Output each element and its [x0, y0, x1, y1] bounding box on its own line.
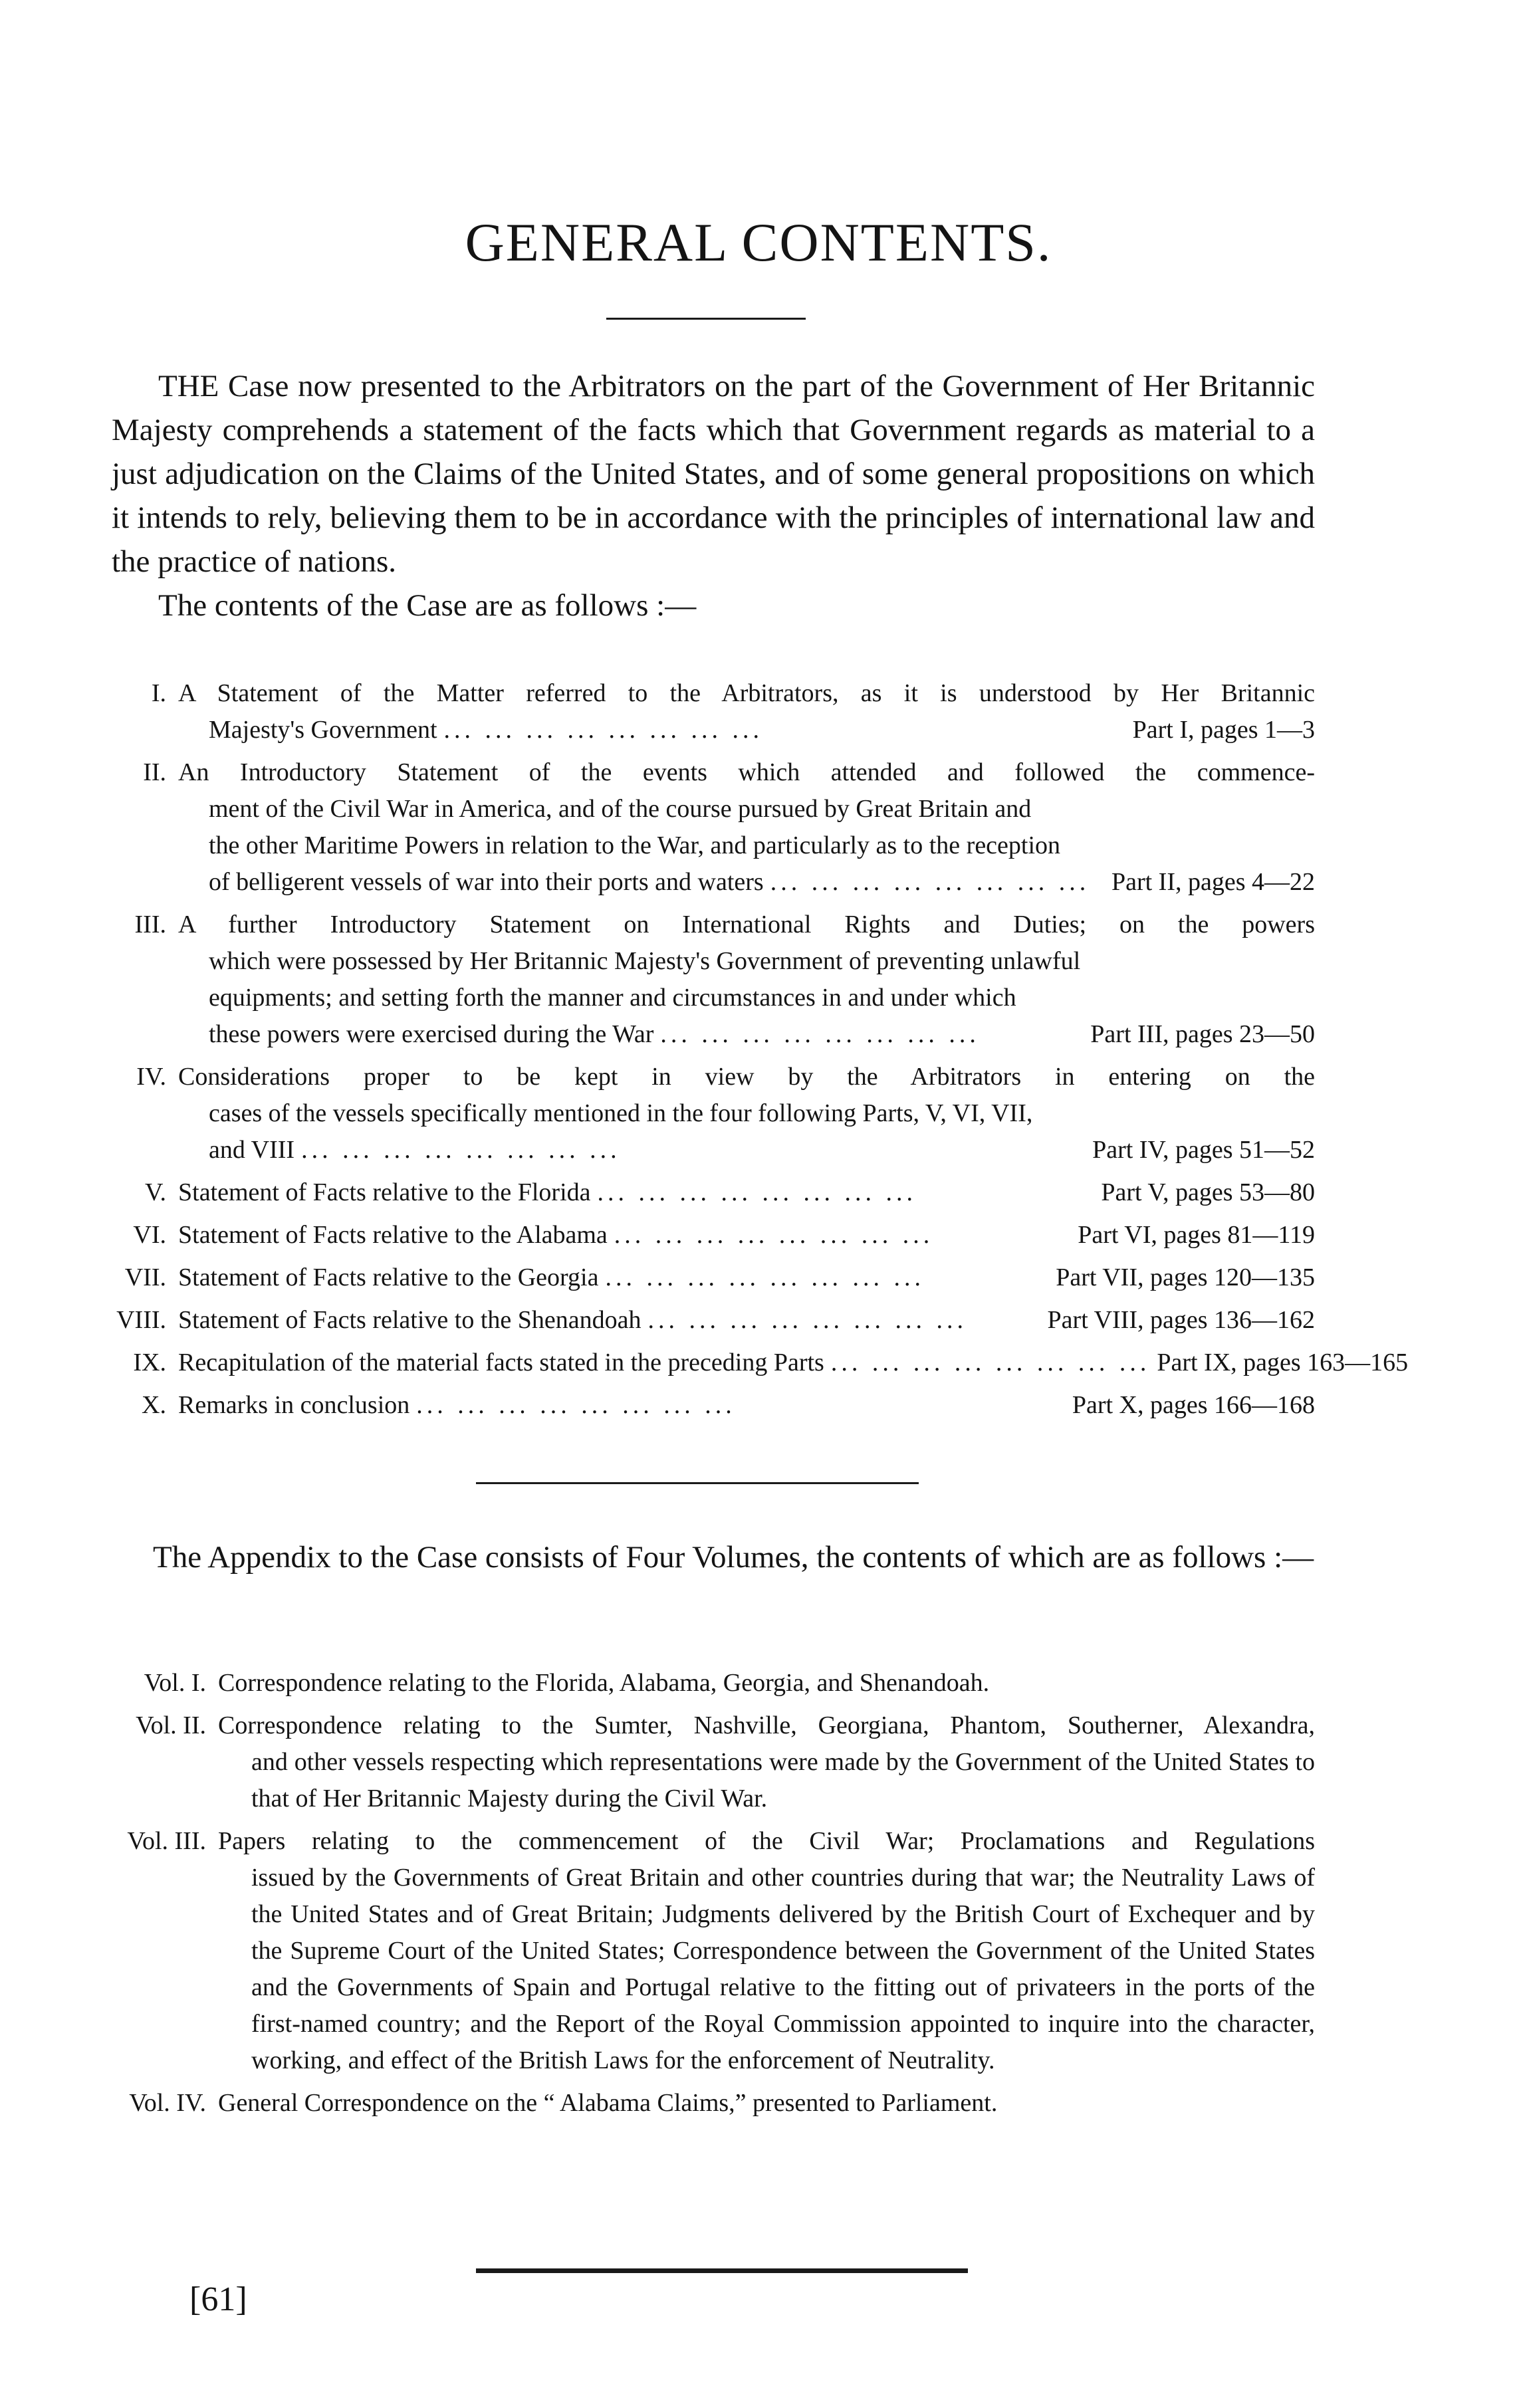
- entry-number: IX.: [133, 1349, 166, 1376]
- entry-text: A Statement of the Matter referred to the Arbitrators, as it is understood by Her Britannic: [178, 679, 1315, 707]
- entry-number: II.: [143, 758, 166, 786]
- entry-text: An Introductory Statement of the events which attended and followed the commence-: [178, 758, 1315, 786]
- volume-body: [218, 1823, 1315, 2079]
- volume-body: [218, 2085, 1315, 2122]
- entry-number: VI.: [133, 1221, 166, 1249]
- entry-text: and VIII: [209, 1136, 295, 1164]
- entry-text: which were possessed by Her Britannic Majesty's Government of preventing unlawful: [209, 947, 1081, 975]
- contents-entry: [100, 675, 1315, 748]
- entry-last-line: [178, 1302, 1315, 1339]
- contents-entry: [100, 754, 1315, 901]
- entry-number: III.: [134, 911, 166, 938]
- leader-dots: ... ... ... ... ... ... ... ...: [597, 1178, 917, 1206]
- entry-pages: Part IX, pages 163—165: [1157, 1349, 1409, 1376]
- volumes-list: [86, 1665, 1315, 2128]
- leader-dots: ... ... ... ... ... ... ... ...: [830, 1349, 1151, 1376]
- entry-body: [178, 907, 1315, 1053]
- volume-entry: [86, 2085, 1315, 2122]
- entry-last-line: [178, 1387, 1315, 1424]
- entry-number: IV.: [136, 1063, 166, 1091]
- entry-last-line: [178, 1345, 1408, 1381]
- title-rule: [606, 318, 806, 320]
- entry-text: A further Introductory Statement on International Rights and Duties; on the powers: [178, 911, 1315, 938]
- entry-last-line: [178, 1016, 1315, 1053]
- entry-text: these powers were exercised during the War: [209, 1020, 654, 1048]
- volume-number: Vol. III.: [127, 1827, 206, 1855]
- volume-body: [218, 1707, 1315, 1817]
- entry-last-line: [178, 1217, 1315, 1254]
- leader-dots: ... ... ... ... ... ... ... ...: [416, 1391, 736, 1419]
- section-rule: [476, 1482, 919, 1484]
- entry-body: [178, 675, 1315, 748]
- entry-text: cases of the vessels specifically mentioned in the four following Parts, V, VI, VII,: [209, 1099, 1033, 1127]
- entry-last-line: [178, 1259, 1315, 1296]
- entry-text: Statement of Facts relative to the Alabama: [178, 1221, 608, 1249]
- entry-pages: Part III, pages 23—50: [1090, 1020, 1315, 1048]
- entry-text: Considerations proper to be kept in view by the Arbitrators in entering on the: [178, 1063, 1315, 1091]
- entry-text: Statement of Facts relative to the Shenandoah: [178, 1306, 642, 1334]
- entry-pages: Part VII, pages 120—135: [1056, 1263, 1315, 1291]
- page-number: [61]: [189, 2280, 247, 2318]
- page-title: GENERAL CONTENTS.: [465, 212, 1052, 273]
- footer-rule: [476, 2268, 968, 2273]
- entry-number: VII.: [124, 1263, 166, 1291]
- contents-entry: [100, 1217, 1315, 1254]
- leader-dots: ... ... ... ... ... ... ... ...: [770, 868, 1090, 896]
- entry-pages: Part X, pages 166—168: [1072, 1391, 1315, 1419]
- leader-dots: ... ... ... ... ... ... ... ...: [660, 1020, 980, 1048]
- appendix-intro: [93, 1535, 1315, 1579]
- contents-entry: [100, 1345, 1409, 1381]
- contents-entry: [100, 1302, 1315, 1339]
- entry-pages: Part VI, pages 81—119: [1078, 1221, 1315, 1249]
- entry-text: Recapitulation of the material facts stated in the preceding Parts: [178, 1349, 824, 1376]
- leader-dots: ... ... ... ... ... ... ... ...: [443, 716, 764, 744]
- contents-entry: [100, 1059, 1315, 1168]
- leader-dots: ... ... ... ... ... ... ... ...: [614, 1221, 934, 1249]
- entry-text: Remarks in conclusion: [178, 1391, 410, 1419]
- entry-body: [178, 754, 1315, 901]
- entry-pages: Part VIII, pages 136—162: [1047, 1306, 1315, 1334]
- entry-body: [178, 1387, 1315, 1424]
- volume-entry: [86, 1665, 1315, 1701]
- entry-last-line: [178, 864, 1315, 901]
- volume-text: issued by the Governments of Great Britain and other countries during that war; the Neutrality Laws of the United States and of Great Britain; Judgments delivered by the British Court of Exchequer and by the Supreme Court of the United States; Correspondence between the Government of the United States and the Governments of Spain and Portugal relative to the fitting out of privateers in the ports of the first-named country; and the Report of the Royal Commission appointed to inquire into the character, working, and effect of the British Laws for the enforcement of Neutrality.: [251, 1864, 1315, 2074]
- entry-pages: Part V, pages 53—80: [1101, 1178, 1315, 1206]
- entry-text: equipments; and setting forth the manner and circumstances in and under which: [209, 984, 1016, 1012]
- appendix-paragraph: The Appendix to the Case consists of Four Volumes, the contents of which are as follows :—: [153, 1540, 1314, 1575]
- contents-entry: [100, 1174, 1315, 1211]
- intro-lead-in: The contents of the Case are as follows :—: [158, 588, 697, 623]
- volume-text: Papers relating to the commencement of the Civil War; Proclamations and Regulations: [218, 1827, 1315, 1855]
- volume-text: and other vessels respecting which representations were made by the Government of the United States to that of Her Britannic Majesty during the Civil War.: [251, 1748, 1315, 1812]
- volume-entry: [86, 1707, 1315, 1817]
- entry-number: V.: [144, 1178, 166, 1206]
- entry-last-line: [178, 1174, 1315, 1211]
- volume-entry: [86, 1823, 1315, 2079]
- contents-entry: [100, 1387, 1315, 1424]
- contents-entry: [100, 907, 1315, 1053]
- entry-pages: Part IV, pages 51—52: [1092, 1136, 1315, 1164]
- entry-body: [178, 1302, 1315, 1339]
- entry-text: ment of the Civil War in America, and of the course pursued by Great Britain and: [209, 795, 1032, 823]
- entry-text: Majesty's Government: [209, 716, 437, 744]
- volume-number: Vol. I.: [144, 1669, 206, 1697]
- volume-text: Correspondence relating to the Sumter, Nashville, Georgiana, Phantom, Southerner, Alexandra,: [218, 1711, 1315, 1739]
- volume-number: Vol. IV.: [129, 2089, 206, 2117]
- entry-body: [178, 1174, 1315, 1211]
- contents-entry: [100, 1259, 1315, 1296]
- entry-body: [178, 1345, 1408, 1381]
- leader-dots: ... ... ... ... ... ... ... ...: [647, 1306, 967, 1334]
- entry-body: [178, 1059, 1315, 1168]
- contents-list: [100, 675, 1409, 1430]
- entry-number: I.: [151, 679, 166, 707]
- entry-last-line: [178, 712, 1315, 748]
- entry-text: of belligerent vessels of war into their ports and waters: [209, 868, 764, 896]
- intro-text: [112, 364, 1315, 627]
- leader-dots: ... ... ... ... ... ... ... ...: [605, 1263, 925, 1291]
- entry-number: VIII.: [116, 1306, 166, 1334]
- entry-last-line: [178, 1132, 1315, 1168]
- leader-dots: ... ... ... ... ... ... ... ...: [301, 1136, 621, 1164]
- volume-body: [218, 1665, 1315, 1701]
- entry-text: the other Maritime Powers in relation to the War, and particularly as to the reception: [209, 831, 1061, 859]
- entry-body: [178, 1217, 1315, 1254]
- entry-body: [178, 1259, 1315, 1296]
- entry-pages: Part I, pages 1—3: [1132, 716, 1315, 744]
- volume-number: Vol. II.: [136, 1711, 206, 1739]
- volume-text: Correspondence relating to the Florida, Alabama, Georgia, and Shenandoah.: [218, 1669, 990, 1697]
- entry-number: X.: [142, 1391, 166, 1419]
- entry-text: Statement of Facts relative to the Florida: [178, 1178, 591, 1206]
- volume-text: General Correspondence on the “ Alabama Claims,” presented to Parliament.: [218, 2089, 998, 2117]
- entry-text: Statement of Facts relative to the Georgia: [178, 1263, 599, 1291]
- entry-pages: Part II, pages 4—22: [1111, 868, 1315, 896]
- intro-paragraph: THE Case now presented to the Arbitrators on the part of the Government of Her Britannic Majesty comprehends a statement of the facts which that Government regards as material to a just adjudication on the Claims of the United States, and of some general propositions on which it intends to rely, believing them to be in accordance with the principles of international law and the practice of nations.: [112, 369, 1315, 579]
